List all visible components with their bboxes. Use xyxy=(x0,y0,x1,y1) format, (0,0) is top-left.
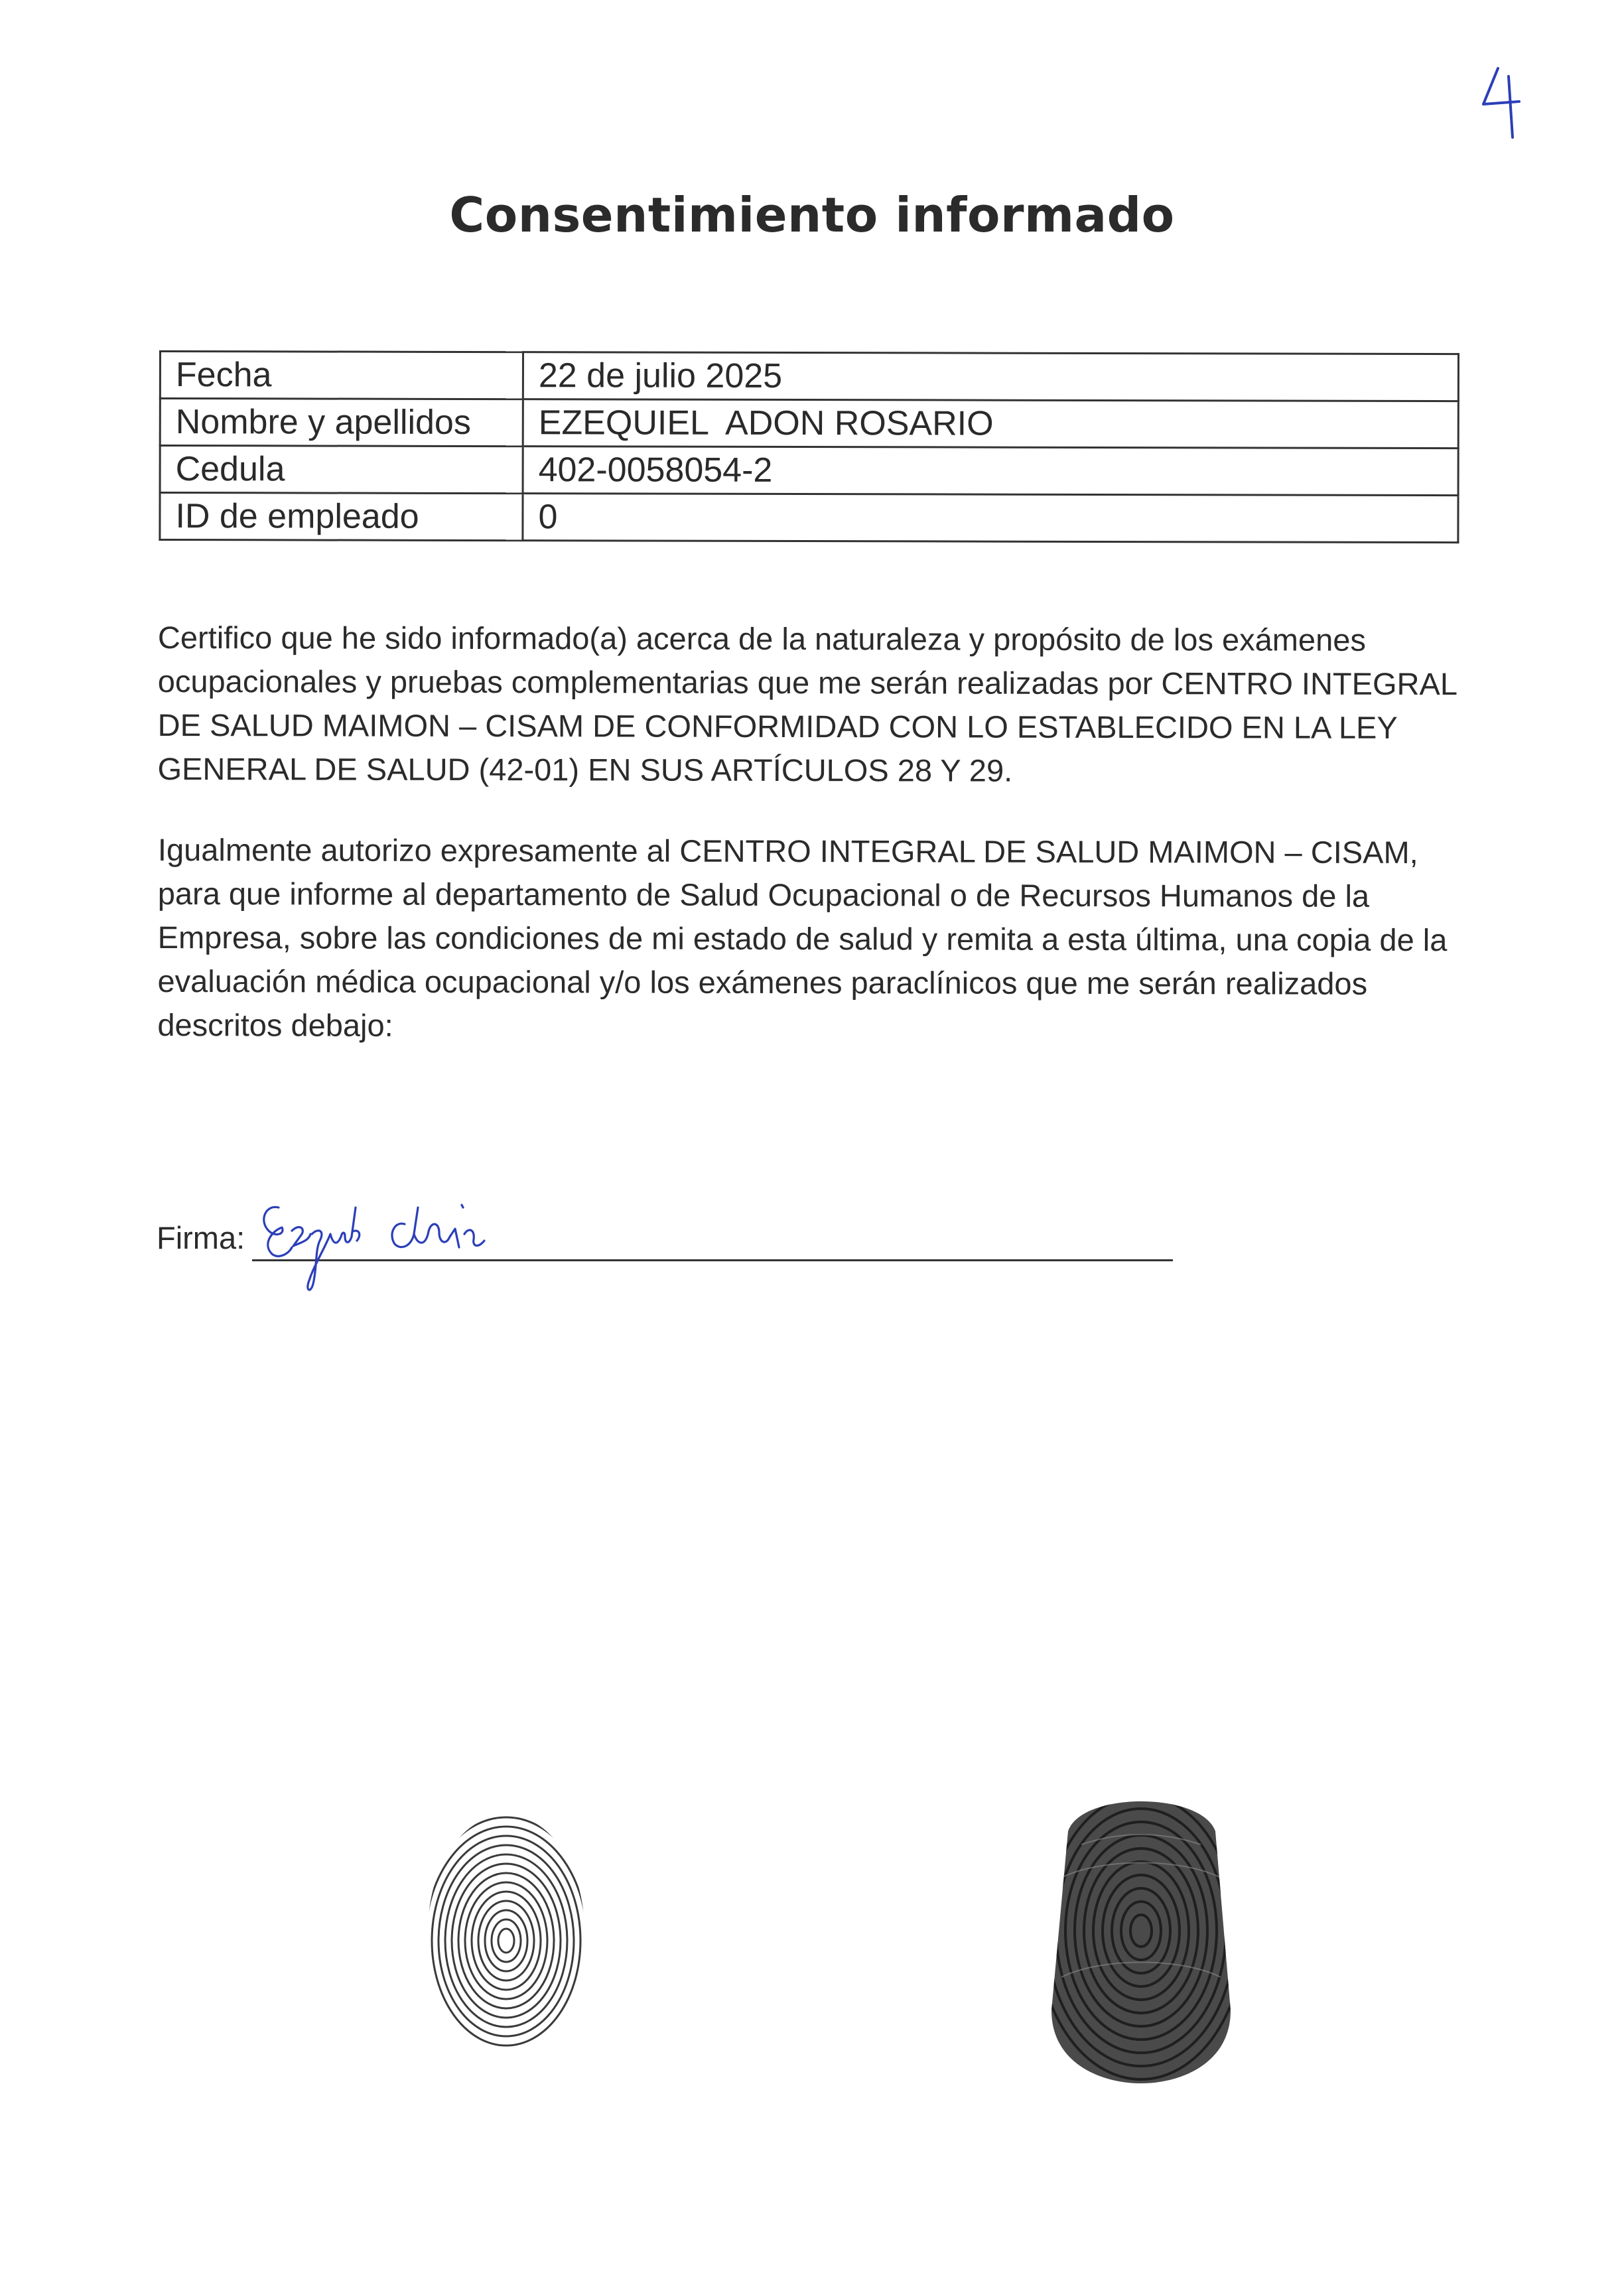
cedula-value: 402-0058054-2 xyxy=(523,447,1458,496)
handwritten-signature xyxy=(252,1168,504,1300)
handwritten-page-number xyxy=(1478,63,1524,143)
page-title: Consentimiento informado xyxy=(449,187,1175,243)
certification-paragraph: Certifico que he sido informado(a) acerca de la naturaleza y propósito de los exámenes ocupacionales y pruebas complementarias que me serán realizadas por CENTRO INTEGRAL DE SALUD MAIMON – CISAM DE CONFORMIDAD CON LO ESTABLECIDO EN LA LEY GENERAL DE SALUD (42-01) EN SUS ARTÍCULOS 28 Y 29. xyxy=(157,620,1457,788)
table-row xyxy=(160,446,1458,496)
employee-id-label: ID de empleado xyxy=(160,493,523,541)
employee-info-table xyxy=(159,350,1459,543)
right-fingerprint xyxy=(1042,1778,1241,2090)
fecha-value: 22 de julio 2025 xyxy=(523,352,1458,401)
nombre-label: Nombre y apellidos xyxy=(160,399,523,447)
left-fingerprint xyxy=(417,1805,596,2057)
cedula-label: Cedula xyxy=(160,446,523,494)
table-row xyxy=(160,399,1458,449)
employee-id-value: 0 xyxy=(523,494,1458,543)
table-row xyxy=(160,493,1458,543)
fecha-label: Fecha xyxy=(160,352,523,399)
authorization-paragraph: Igualmente autorizo expresamente al CENTRO INTEGRAL DE SALUD MAIMON – CISAM, para que informe al departamento de Salud Ocupacional o de Recursos Humanos de la Empresa, sobre las condiciones de mi estado de salud y remita a esta última, una copia de la evaluación médica ocupacional y/o los exámenes paraclínicos que me serán realizados descritos debajo: xyxy=(157,832,1448,1043)
table-row xyxy=(160,352,1458,401)
firma-label: Firma: xyxy=(157,1220,245,1255)
nombre-value: EZEQUIEL ADON ROSARIO xyxy=(523,399,1458,449)
